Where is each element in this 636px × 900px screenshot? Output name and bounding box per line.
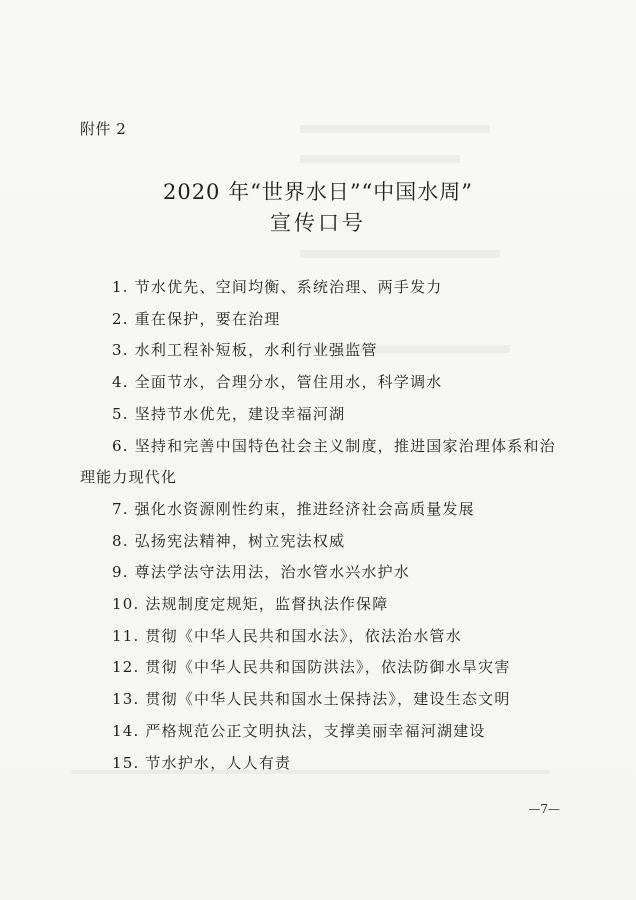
slogan-item: 11. 贯彻《中华人民共和国水法》，依法治水管水 <box>112 626 462 645</box>
slogan-item: 10. 法规制度定规矩，监督执法作保障 <box>112 595 389 614</box>
slogan-item: 2. 重在保护，要在治理 <box>112 309 281 328</box>
bleed-through-mark <box>300 250 500 258</box>
slogan-item: 6. 坚持和完善中国特色社会主义制度，推进国家治理体系和治理能力现代化 <box>80 436 556 487</box>
slogan-item: 4. 全面节水，合理分水，管住用水，科学调水 <box>112 373 443 392</box>
slogan-item: 15. 节水护水，人人有责 <box>112 753 292 772</box>
slogan-item: 5. 坚持节水优先，建设幸福河湖 <box>112 404 346 423</box>
page-number: —7— <box>528 802 560 816</box>
slogan-list <box>80 272 562 779</box>
slogan-item: 12. 贯彻《中华人民共和国防洪法》，依法防御水旱灾害 <box>112 658 511 677</box>
slogan-item: 1. 节水优先、空间均衡、系统治理、两手发力 <box>112 278 443 296</box>
bleed-through-mark <box>300 125 490 133</box>
document-title-line1: 2020 年“世界水日”“中国水周” <box>162 180 474 204</box>
slogan-item: 7. 强化水资源刚性约束，推进经济社会高质量发展 <box>112 499 475 518</box>
document-title-line2: 宣传口号 <box>270 211 366 235</box>
attachment-label: 附件 2 <box>80 120 127 138</box>
slogan-item: 3. 水利工程补短板，水利行业强监管 <box>112 341 378 360</box>
slogan-item: 13. 贯彻《中华人民共和国水土保持法》，建设生态文明 <box>112 690 511 709</box>
slogan-item: 14. 严格规范公正文明执法，支撑美丽幸福河湖建设 <box>112 721 486 740</box>
slogan-item: 9. 尊法学法守法用法，治水管水兴水护水 <box>112 563 411 582</box>
bleed-through-mark <box>300 155 460 163</box>
slogan-item: 8. 弘扬宪法精神，树立宪法权威 <box>112 531 346 550</box>
